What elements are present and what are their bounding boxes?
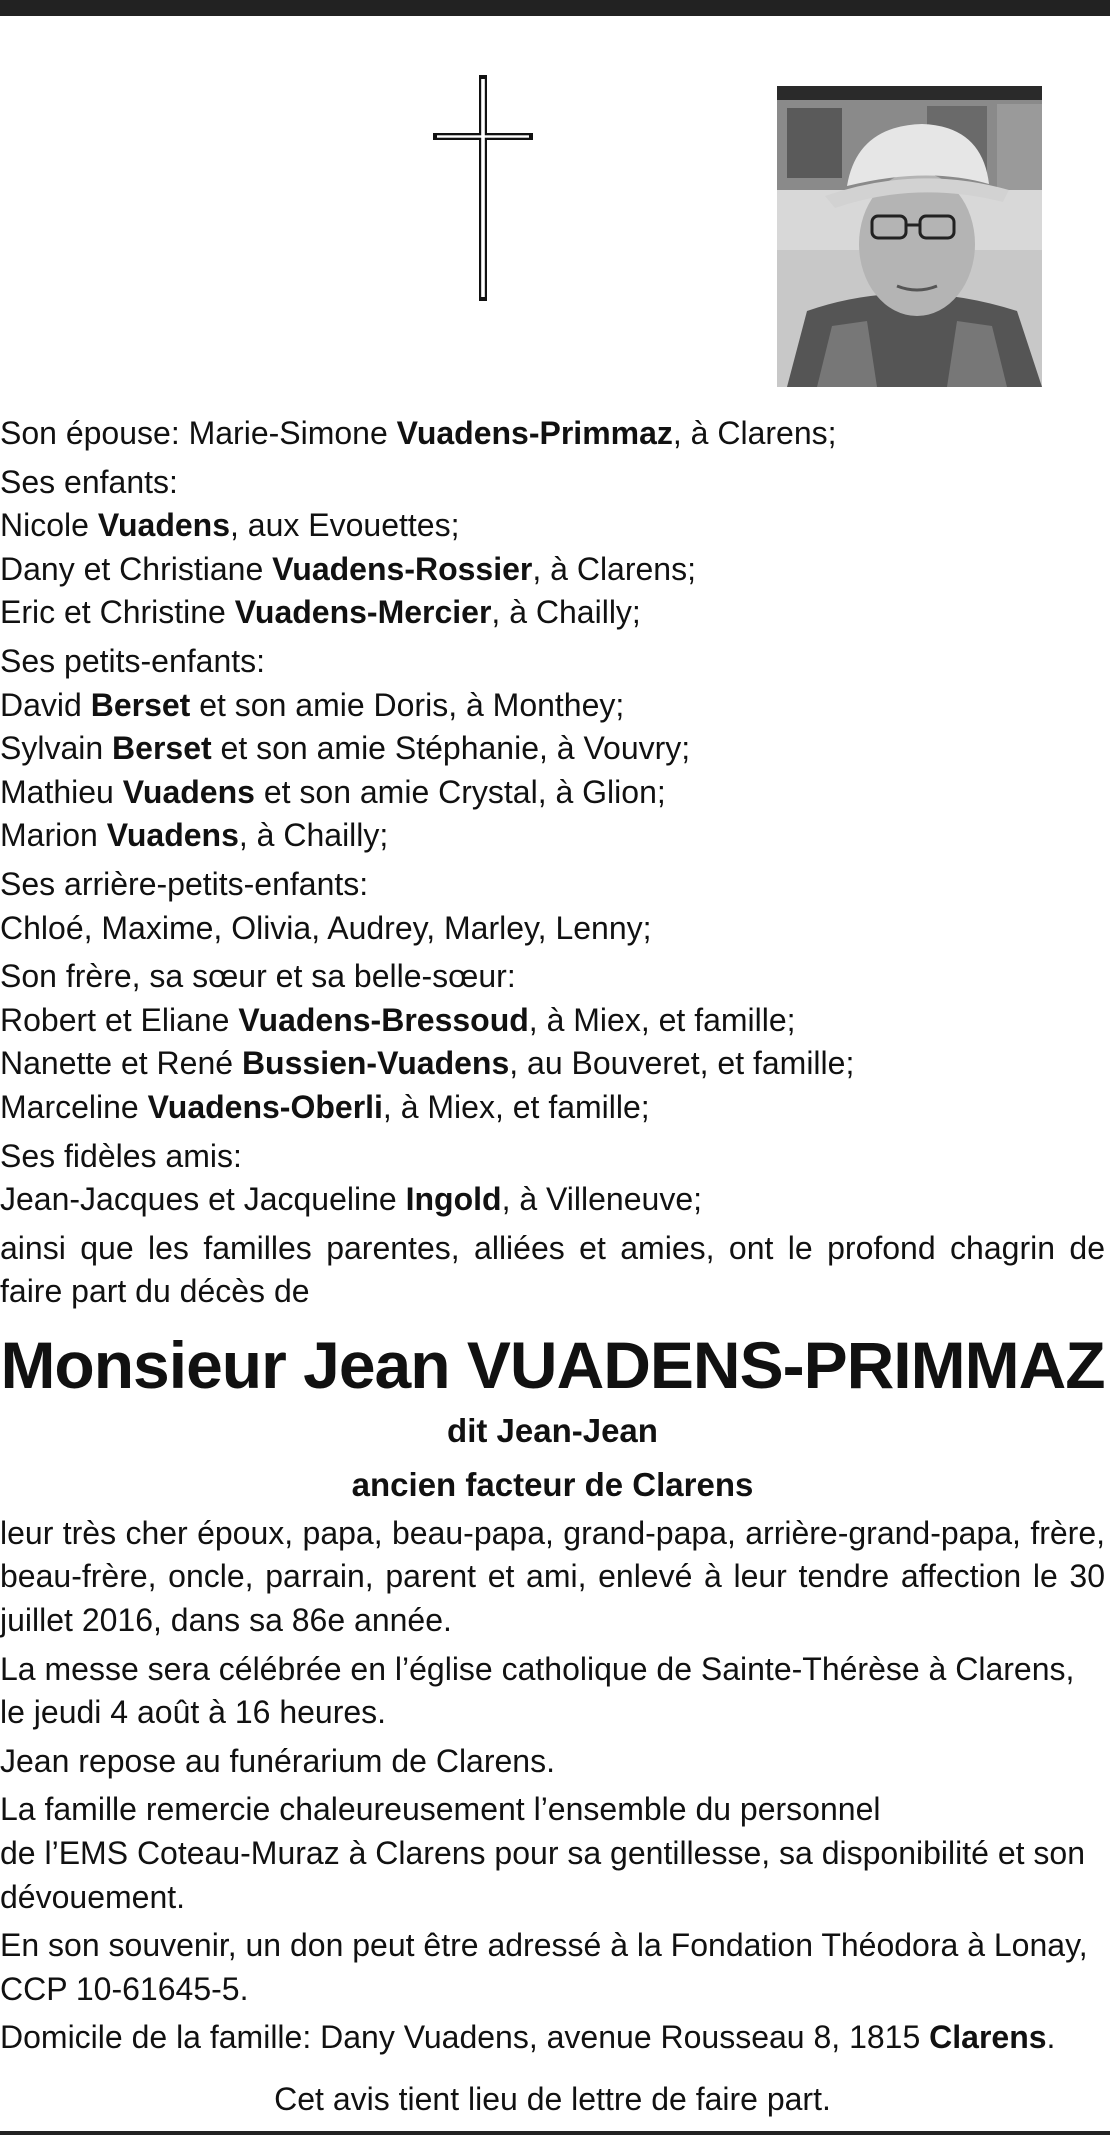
deceased-name: Monsieur Jean VUADENS-PRIMMAZ [0,1327,1105,1402]
address-line: Domicile de la famille: Dany Vuadens, avenue Rousseau 8, 1815 Clarens. [0,2019,1056,2056]
friends-heading: Ses fidèles amis: [0,1137,242,1174]
portrait-photo [777,86,1042,387]
siblings-heading: Son frère, sa sœur et sa belle-sœur: [0,958,516,995]
relative-line: Dany et Christiane Vuadens-Rossier, à Clarens; [0,550,696,587]
relative-line: Sylvain Berset et son amie Stéphanie, à Vouvry; [0,730,691,767]
donation-paragraph: En son souvenir, un don peut être adressé à la Fondation Théodora à Lonay, CCP 10-61645-5. [0,1927,1088,2007]
thanks-line: La famille remercie chaleureusement l’ensemble du personnel [0,1791,881,1828]
bottom-rule [0,2131,1110,2135]
rest-paragraph: Jean repose au funérarium de Clarens. [0,1742,555,1779]
footer-note: Cet avis tient lieu de lettre de faire part. [274,2081,831,2117]
top-rule [0,0,1110,16]
cross-icon [433,75,533,301]
grandchildren-heading: Ses petits-enfants: [0,642,266,679]
relative-line: Robert et Eliane Vuadens-Bressoud, à Miex, et famille; [0,1001,796,1038]
description-paragraph: leur très cher époux, papa, beau-papa, grand-papa, arrière-grand-papa, frère, beau-frère, oncle, parrain, parent et ami, enlevé à leur tendre affection le 30 juillet 2016, dans sa 86e année. [0,1514,1105,1639]
thanks-line: de l’EMS Coteau-Muraz à Clarens pour sa gentillesse, sa disponibilité et son dévouement. [0,1835,1085,1915]
deceased-role: ancien facteur de Clarens [351,1465,754,1503]
children-heading: Ses enfants: [0,463,178,500]
relative-line: Marion Vuadens, à Chailly; [0,817,389,854]
relative-line: Marceline Vuadens-Oberli, à Miex, et famille; [0,1088,650,1125]
relative-line: Nicole Vuadens, aux Evouettes; [0,507,460,544]
relative-line: Nanette et René Bussien-Vuadens, au Bouveret, et famille; [0,1045,855,1082]
great-grandchildren-heading: Ses arrière-petits-enfants: [0,865,369,902]
relative-line: Mathieu Vuadens et son amie Crystal, à Glion; [0,773,666,810]
relative-line: David Berset et son amie Doris, à Monthey; [0,686,625,723]
deceased-nickname: dit Jean-Jean [447,1411,658,1449]
relative-line: Eric et Christine Vuadens-Mercier, à Chailly; [0,594,641,631]
spouse-line: Son épouse: Marie-Simone Vuadens-Primmaz, à Clarens; [0,415,837,451]
closing-paragraph: ainsi que les familles parentes, alliées et amies, ont le profond chagrin de faire part du décès de [0,1229,1105,1310]
great-grandchildren-names: Chloé, Maxime, Olivia, Audrey, Marley, Lenny; [0,909,652,946]
mass-paragraph: La messe sera célébrée en l’église catholique de Sainte-Thérèse à Clarens, le jeudi 4 août à 16 heures. [0,1650,1075,1731]
relative-line: Jean-Jacques et Jacqueline Ingold, à Villeneuve; [0,1181,702,1218]
obituary-text [0,412,1105,2122]
